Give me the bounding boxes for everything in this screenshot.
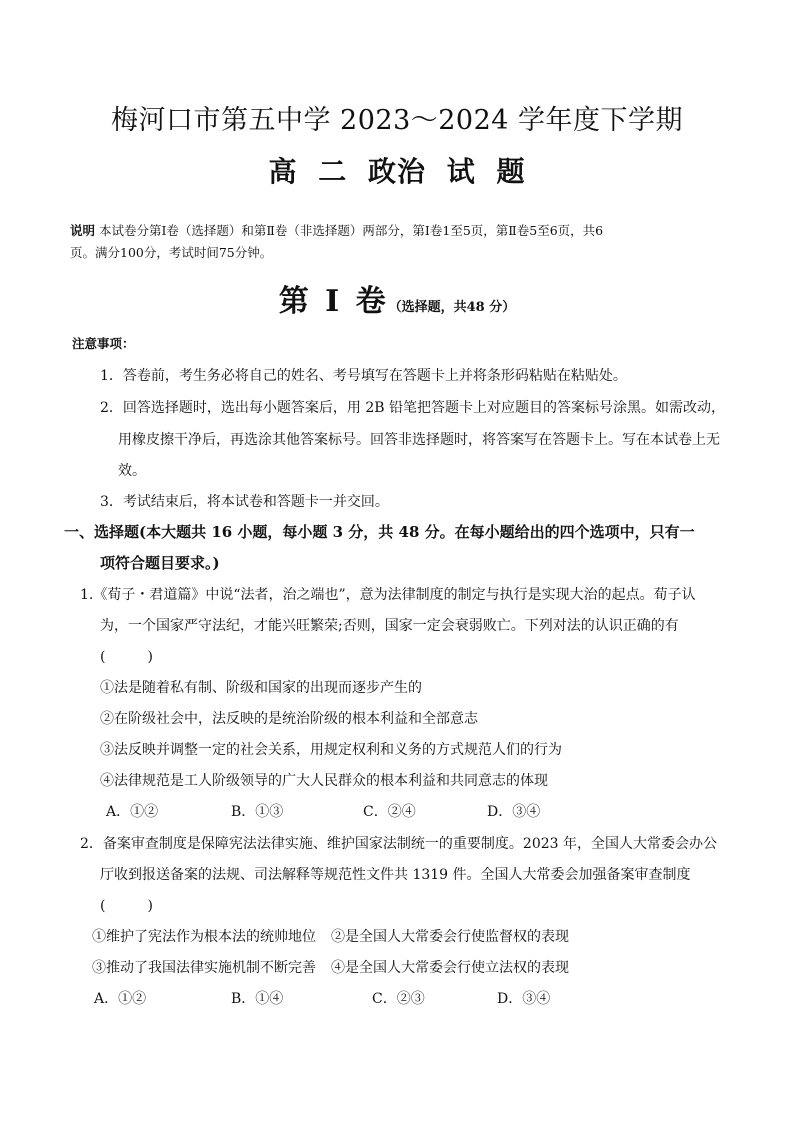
q2-option-c: C．②③: [372, 991, 425, 1007]
q1-stem-line2: 为，一个国家严守法纪，才能兴旺繁荣;否则，国家一定会衰弱败亡。下列对法的认识正确的有: [100, 618, 679, 634]
q2-option-b: B．①④: [231, 991, 284, 1007]
attention-item-2-line1: 2．回答选择题时，选出每小题答案后，用 2B 铅笔把答题卡上对应题目的答案标号涂黑。如需改动，: [100, 400, 726, 416]
part-title-main: 第 Ⅰ 卷: [278, 284, 389, 319]
q1-statement-4: ④法律规范是工人阶级领导的广大人民群众的根本利益和共同意志的体现: [100, 773, 548, 789]
q2-statement-3: ③推动了我国法律实施机制不断完善: [92, 960, 316, 976]
part-title: [0, 276, 794, 320]
q1-option-a: A．①②: [106, 804, 159, 820]
attention-item-2-line2: 用橡皮擦干净后，再选涂其他答案标号。回答非选择题时，将答案写在答题卡上。写在本试卷上无: [118, 432, 720, 448]
q2-option-a: A．①②: [94, 991, 147, 1007]
attention-item-3: 3．考试结束后，将本试卷和答题卡一并交回。: [100, 494, 389, 510]
attention-item-2-line3: 效。: [118, 463, 146, 479]
section-heading-line1: 一、选择题(本大题共 16 小题，每小题 3 分，共 48 分。在每小题给出的四个选项中，只有一: [64, 523, 695, 541]
q2-statement-4: ④是全国人大常委会行使立法权的表现: [331, 960, 569, 976]
q1-stem-line1: 1.《荀子・君道篇》中说“法者，治之端也”，意为法律制度的制定与执行是实现大治的起点。荀子认: [80, 587, 696, 603]
q2-statement-2: ②是全国人大常委会行使监督权的表现: [331, 929, 569, 945]
q2-option-d: D．③④: [497, 991, 551, 1007]
school-title: 梅河口市第五中学 2023～2024 学年度下学期: [110, 105, 684, 136]
q2-statement-1: ①维护了宪法作为根本法的统帅地位: [92, 929, 316, 945]
subject-title: 高 二 政治 试 题: [268, 155, 526, 188]
q1-option-d: D．③④: [487, 804, 541, 820]
attention-item-1: 1．答卷前，考生务必将自己的姓名、考号填写在答题卡上并将条形码粘贴在粘贴处。: [100, 368, 627, 384]
q1-option-b: B．①③: [231, 804, 284, 820]
q1-statement-3: ③法反映并调整一定的社会关系，用规定权利和义务的方式规范人们的行为: [100, 742, 562, 758]
note-text-line1: 本试卷分第Ⅰ卷（选择题）和第Ⅱ卷（非选择题）两部分，第Ⅰ卷1至5页，第Ⅱ卷5至6页，共6: [95, 223, 604, 238]
q1-answer-blank: ( ): [100, 649, 153, 665]
exam-note: [70, 220, 724, 264]
q2-answer-blank: ( ): [100, 898, 153, 914]
q2-stem-line1: 2．备案审查制度是保障宪法法律实施、维护国家法制统一的重要制度。2023 年，全国人大常委会办公: [80, 836, 717, 852]
q1-statement-2: ②在阶级社会中，法反映的是统治阶级的根本利益和全部意志: [100, 711, 478, 727]
note-text-line2: 页。满分100分，考试时间75分钟。: [70, 245, 273, 260]
part-title-sub: （选择题，共48 分）: [388, 300, 516, 315]
q1-statement-1: ①法是随着私有制、阶级和国家的出现而逐步产生的: [100, 680, 422, 696]
note-label: 说明: [70, 223, 96, 238]
q2-stem-line2: 厅收到报送备案的法规、司法解释等规范性文件共 1319 件。全国人大常委会加强备案审查制度: [100, 867, 691, 883]
q1-option-c: C．②④: [363, 804, 416, 820]
attention-label: 注意事项：: [72, 336, 135, 351]
section-heading-line2: 项符合题目要求。): [100, 554, 220, 572]
